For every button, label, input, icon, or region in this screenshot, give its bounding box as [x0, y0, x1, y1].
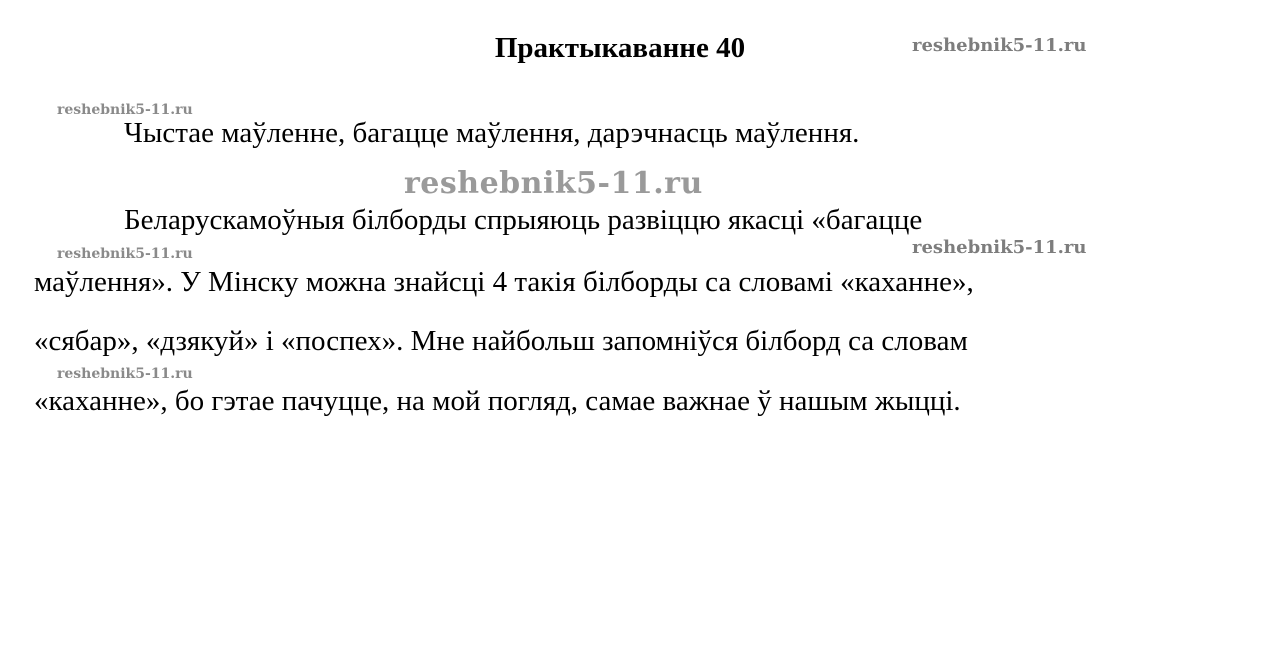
paragraph-1: Чыстае маўленне, багацце маўлення, дарэчнасць маўлення. — [124, 117, 860, 149]
page-title: Практыкаванне 40 — [494, 32, 746, 64]
watermark: reshebnik5-11.ru — [57, 246, 193, 262]
watermark: reshebnik5-11.ru — [404, 166, 703, 201]
paragraph-2-line-2: маўлення». У Мінску можна знайсці 4 такія білборды са словамі «каханне», — [34, 266, 974, 298]
paragraph-2-line-4: «каханне», бо гэтае пачуцце, на мой погляд, самае важнае ў нашым жыцці. — [34, 385, 961, 417]
watermark: reshebnik5-11.ru — [57, 366, 193, 382]
paragraph-2-line-3: «сябар», «дзякуй» і «поспех». Мне найбольш запомніўся білборд са словам — [34, 325, 968, 357]
watermark: reshebnik5-11.ru — [912, 237, 1087, 258]
watermark: reshebnik5-11.ru — [57, 102, 193, 118]
watermark: reshebnik5-11.ru — [912, 35, 1087, 56]
paragraph-2-line-1: Беларускамоўныя білборды спрыяюць развіццю якасці «багацце — [124, 204, 923, 236]
